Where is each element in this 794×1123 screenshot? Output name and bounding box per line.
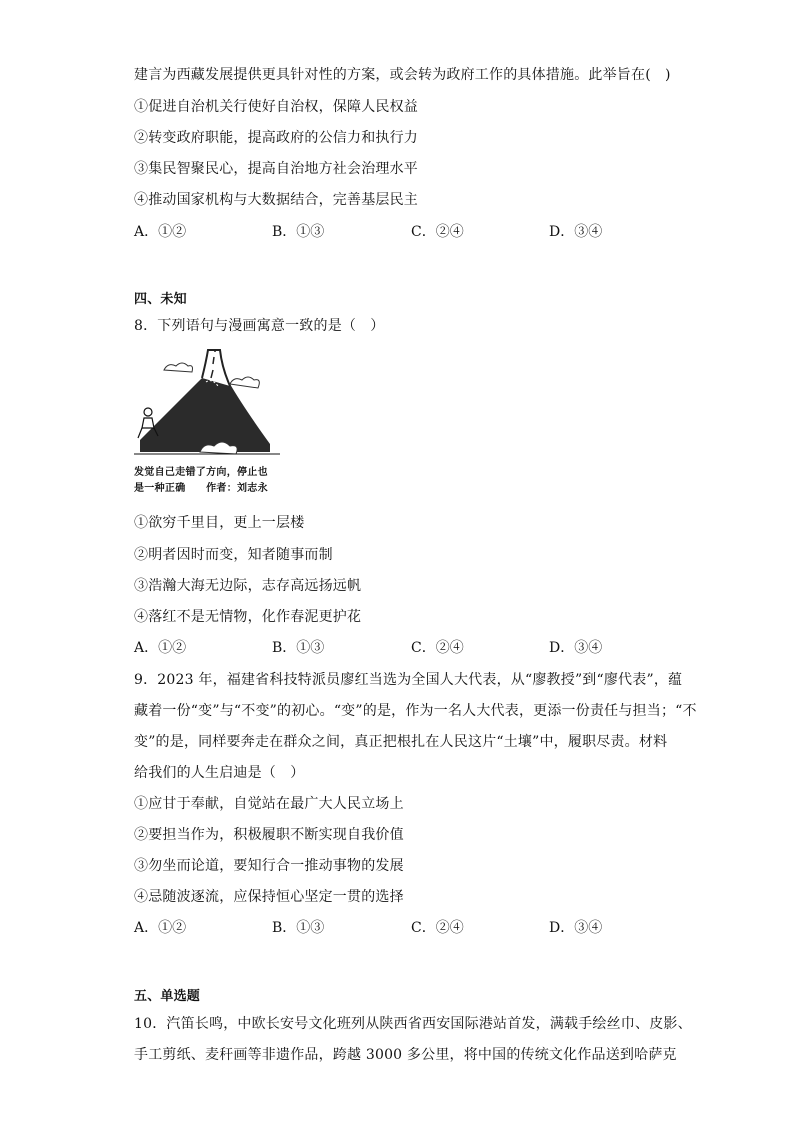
cartoon-caption-line-1: 发觉自己走错了方向，停止也 — [134, 467, 268, 478]
q7-option-c[interactable]: C．②④ — [411, 224, 464, 240]
q9-stem-line-3: 变”的是，同样要奔走在群众之间，真正把根扎在人民这片“土壤”中，履职尽责。材料 — [134, 734, 668, 750]
q8-item-2: ②明者因时而变，知者随事而制 — [134, 547, 333, 563]
q7-option-a[interactable]: A．①② — [134, 224, 187, 240]
q7-item-4: ④推动国家机构与大数据结合，完善基层民主 — [134, 192, 418, 208]
q9-item-4: ④忌随波逐流，应保持恒心坚定一贯的选择 — [134, 889, 404, 905]
q7-item-2: ②转变政府职能，提高政府的公信力和执行力 — [134, 130, 418, 146]
q8-option-d[interactable]: D．③④ — [549, 640, 603, 656]
q7-option-d[interactable]: D．③④ — [549, 224, 603, 240]
q9-stem-line-2: 藏着一份“变”与“不变”的初心。“变”的是，作为一名人大代表，更添一份责任与担当；“不 — [134, 703, 697, 719]
q9-option-a[interactable]: A．①② — [134, 920, 187, 936]
q7-options — [134, 222, 654, 242]
q7-option-b[interactable]: B．①③ — [272, 224, 325, 240]
q9-stem-line-1: 9．2023 年，福建省科技特派员廖红当选为全国人大代表，从“廖教授”到“廖代表”，蕴 — [134, 672, 683, 688]
q9-item-2: ②要担当作为，积极履职不断实现自我价值 — [134, 827, 404, 843]
q8-option-b[interactable]: B．①③ — [272, 640, 325, 656]
q7-item-1: ①促进自治机关行使好自治权，保障人民权益 — [134, 99, 418, 115]
q9-option-c[interactable]: C．②④ — [411, 920, 464, 936]
q10-stem-line-1: 10．汽笛长鸣，中欧长安号文化班列从陕西省西安国际港站首发，满载手绘丝巾、皮影、 — [134, 1016, 692, 1032]
q9-option-d[interactable]: D．③④ — [549, 920, 603, 936]
q8-item-1: ①欲穷千里目，更上一层楼 — [134, 515, 305, 531]
q8-option-a[interactable]: A．①② — [134, 640, 187, 656]
q8-option-c[interactable]: C．②④ — [411, 640, 464, 656]
q8-item-3: ③浩瀚大海无边际，志存高远扬远帆 — [134, 578, 362, 594]
q9-stem-line-4: 给我们的人生启迪是（ ） — [134, 765, 305, 781]
section-4-title: 四、未知 — [134, 292, 187, 307]
q8-item-4: ④落红不是无情物，化作春泥更护花 — [134, 609, 362, 625]
q7-stem-tail: 建言为西藏发展提供更具针对性的方案，或会转为政府工作的具体措施。此举旨在( ) — [134, 67, 671, 83]
q8-cartoon — [134, 348, 280, 500]
q9-item-1: ①应甘于奉献，自觉站在最广大人民立场上 — [134, 796, 404, 812]
q9-options — [134, 918, 654, 938]
q8-options — [134, 638, 654, 658]
q9-item-3: ③勿坐而论道，要知行合一推动事物的发展 — [134, 858, 404, 874]
q9-option-b[interactable]: B．①③ — [272, 920, 325, 936]
section-5-title: 五、单选题 — [134, 989, 201, 1004]
cartoon-caption-line-2: 是一种正确 作者：刘志永 — [134, 483, 268, 494]
cartoon-drawing-icon — [134, 348, 280, 474]
q8-stem: 8．下列语句与漫画寓意一致的是（ ） — [134, 318, 385, 334]
q10-stem-line-2: 手工剪纸、麦秆画等非遗作品，跨越 3000 多公里，将中国的传统文化作品送到哈萨克 — [134, 1047, 677, 1063]
q7-item-3: ③集民智聚民心，提高自治地方社会治理水平 — [134, 161, 418, 177]
